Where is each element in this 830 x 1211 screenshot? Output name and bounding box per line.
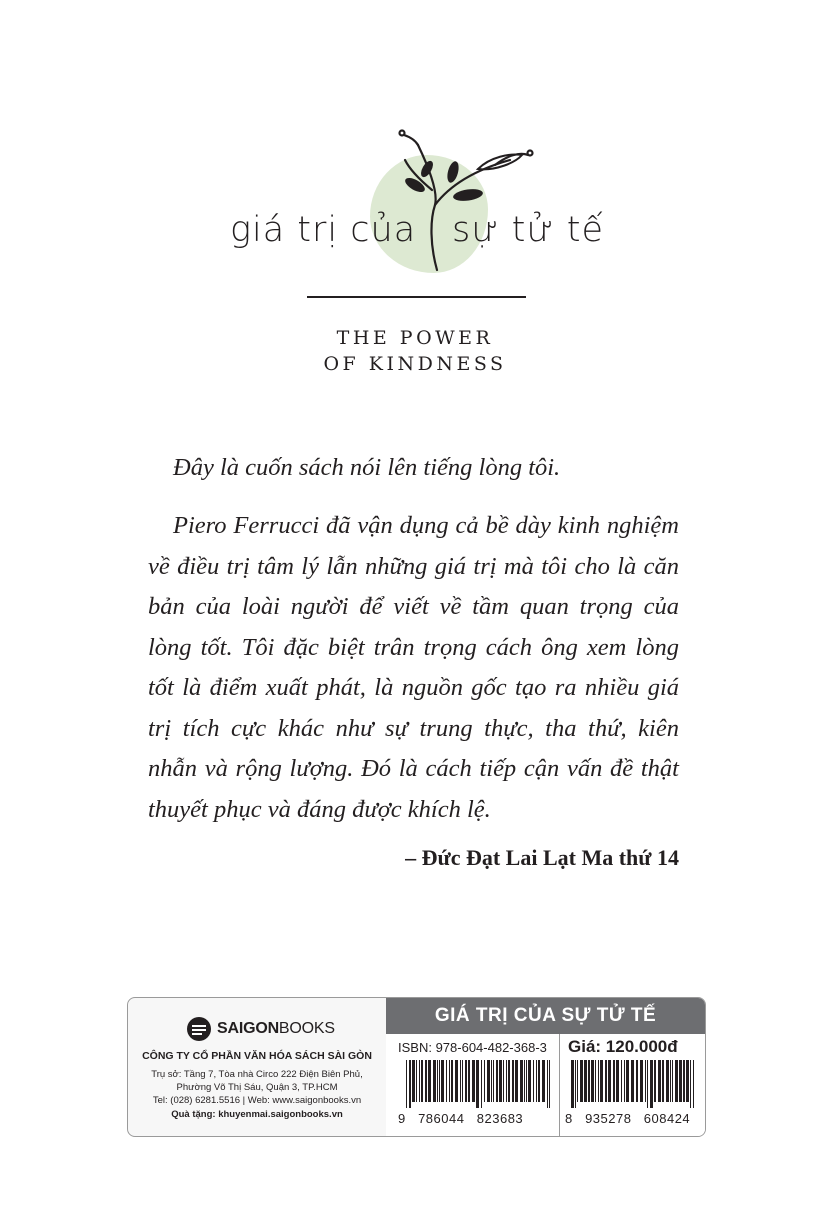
barcode-bar	[528, 1060, 531, 1102]
barcode-bar	[503, 1060, 504, 1102]
barcode-bar	[577, 1060, 578, 1102]
barcode-product-digits: 8 935278 608424	[565, 1111, 691, 1126]
quote-author: – Đức Đạt Lai Lạt Ma thứ 14	[405, 845, 679, 870]
barcode-bar	[465, 1060, 467, 1102]
barcode-bar	[462, 1060, 463, 1102]
barcode-bar	[533, 1060, 534, 1102]
barcode-bar	[672, 1060, 673, 1102]
barcode-bar	[666, 1060, 669, 1102]
barcode-bar	[631, 1060, 634, 1102]
title-vn-left: giá trị của	[230, 210, 417, 250]
barcode-bar	[580, 1060, 583, 1102]
barcode-bar	[451, 1060, 453, 1102]
barcode-bar	[654, 1060, 656, 1102]
barcode-bar	[647, 1060, 648, 1108]
barcode-bar	[605, 1060, 607, 1102]
barcode-bar	[536, 1060, 537, 1102]
barcode-bar	[476, 1060, 479, 1108]
barcode-bar	[419, 1060, 420, 1102]
barcode-bar	[571, 1060, 574, 1108]
barcode-bar	[520, 1060, 523, 1102]
barcode-bar	[484, 1060, 485, 1102]
barcode-bar	[640, 1060, 643, 1102]
barcode-bar	[460, 1060, 461, 1102]
barcode-bar	[662, 1060, 664, 1102]
barcode-bar	[636, 1060, 638, 1102]
subtitle-line-2: OF KINDNESS	[323, 353, 507, 375]
barcode-bar	[449, 1060, 450, 1102]
barcode-bar	[621, 1060, 622, 1102]
publisher-logo-text	[217, 1020, 335, 1038]
publisher-panel	[128, 998, 386, 1136]
barcode-isbn-icon	[406, 1060, 550, 1108]
logo-regular-text: BOOKS	[278, 1020, 335, 1037]
barcode-bar	[481, 1060, 482, 1108]
barcode-bar	[542, 1060, 545, 1102]
barcode-bar	[686, 1060, 689, 1102]
product-title-band: GIÁ TRỊ CỦA SỰ TỬ TẾ	[386, 998, 705, 1034]
subtitle-line-1: THE POWER	[336, 327, 494, 349]
info-box	[127, 997, 706, 1137]
barcode-bar	[506, 1060, 507, 1102]
barcode-bar	[433, 1060, 436, 1102]
barcode-bar	[575, 1060, 576, 1108]
barcode-bar	[496, 1060, 498, 1102]
barcode-bar	[624, 1060, 625, 1102]
barcode-bar	[588, 1060, 590, 1102]
barcode-bar	[626, 1060, 629, 1102]
product-panel	[386, 998, 705, 1136]
publisher-address-1: Trụ sở: Tầng 7, Tòa nhà Circo 222 Điện Biên Phủ,	[151, 1069, 363, 1080]
barcode-bar	[613, 1060, 615, 1102]
barcode-bar	[508, 1060, 510, 1102]
barcode-bar	[616, 1060, 619, 1102]
barcode-bar	[690, 1060, 691, 1108]
cover-logo	[220, 125, 620, 275]
publisher-address-2: Phường Võ Thị Sáu, Quận 3, TP.HCM	[176, 1082, 338, 1093]
barcode-bar	[409, 1060, 411, 1108]
barcode-bar	[693, 1060, 694, 1108]
barcode-bar	[468, 1060, 470, 1102]
barcode-bar	[425, 1060, 427, 1102]
barcode-bar	[446, 1060, 447, 1102]
barcode-bar	[591, 1060, 594, 1102]
barcode-bar	[650, 1060, 653, 1108]
barcode-bar	[455, 1060, 458, 1102]
barcode-bar	[547, 1060, 548, 1108]
vertical-separator	[559, 1034, 560, 1136]
barcode-bar	[472, 1060, 475, 1102]
barcode-bar	[526, 1060, 527, 1102]
barcode-bar	[679, 1060, 682, 1102]
barcode-bar	[406, 1060, 407, 1108]
publisher-name: CÔNG TY CỔ PHẦN VĂN HÓA SÁCH SÀI GÒN	[142, 1050, 372, 1062]
publisher-logo	[186, 1016, 335, 1042]
barcode-product-icon	[571, 1060, 695, 1108]
barcode-bar	[584, 1060, 587, 1102]
barcode-bar	[499, 1060, 502, 1102]
plant-sprig-icon	[390, 125, 540, 275]
barcode-bar	[595, 1060, 596, 1102]
barcode-bar	[416, 1060, 417, 1102]
barcode-bar	[658, 1060, 661, 1102]
barcode-bar	[428, 1060, 431, 1102]
barcode-bar	[515, 1060, 518, 1102]
barcode-bar	[421, 1060, 423, 1102]
publisher-contact: Tel: (028) 6281.5516 | Web: www.saigonbooks.vn	[152, 1095, 362, 1106]
barcode-isbn-digits: 9 786044 823683	[398, 1111, 524, 1126]
isbn-label: ISBN: 978-604-482-368-3	[398, 1040, 547, 1055]
logo-bold-text: SAIGON	[217, 1020, 279, 1037]
barcode-bar	[600, 1060, 603, 1102]
barcode-bar	[439, 1060, 440, 1102]
barcode-bar	[645, 1060, 646, 1102]
barcode-bar	[670, 1060, 671, 1102]
barcode-bar	[549, 1060, 550, 1108]
barcode-bar	[487, 1060, 490, 1102]
barcode-bar	[524, 1060, 525, 1102]
saigonbooks-logo-icon	[186, 1016, 212, 1042]
barcode-bar	[437, 1060, 438, 1102]
publisher-gift: Quà tặng: khuyenmai.saigonbooks.vn	[171, 1109, 343, 1120]
barcode-bar	[412, 1060, 415, 1102]
price-label: Giá: 120.000đ	[568, 1037, 678, 1056]
title-divider	[307, 296, 526, 298]
barcode-bar	[491, 1060, 492, 1102]
title-vn-right: sự tử tế	[452, 210, 604, 250]
barcode-bar	[675, 1060, 678, 1102]
barcode-bar	[512, 1060, 514, 1102]
quote-paragraph-1: Đây là cuốn sách nói lên tiếng lòng tôi.	[173, 454, 561, 481]
barcode-bar	[493, 1060, 494, 1102]
barcode-bar	[683, 1060, 685, 1102]
barcode-bar	[441, 1060, 444, 1102]
quote-paragraph-2: Piero Ferrucci đã vận dụng cả bề dày kinh nghiệm về điều trị tâm lý lẫn những giá trị mà tôi cho là căn bản của loài người để viết về tầm quan trọng của lòng tốt. Tôi đặc biệt trân trọng cách ông xem lòng tốt là điểm xuất phát, là nguồn gốc tạo ra nhiều giá trị tích cực khác như sự trung thực, tha thứ, kiên nhẫn và rộng lượng. Đó là cách tiếp cận vấn đề thật thuyết phục và đáng được khích lệ.	[148, 512, 679, 823]
barcode-bar	[608, 1060, 611, 1102]
barcode-bar	[538, 1060, 540, 1102]
barcode-bar	[598, 1060, 599, 1102]
